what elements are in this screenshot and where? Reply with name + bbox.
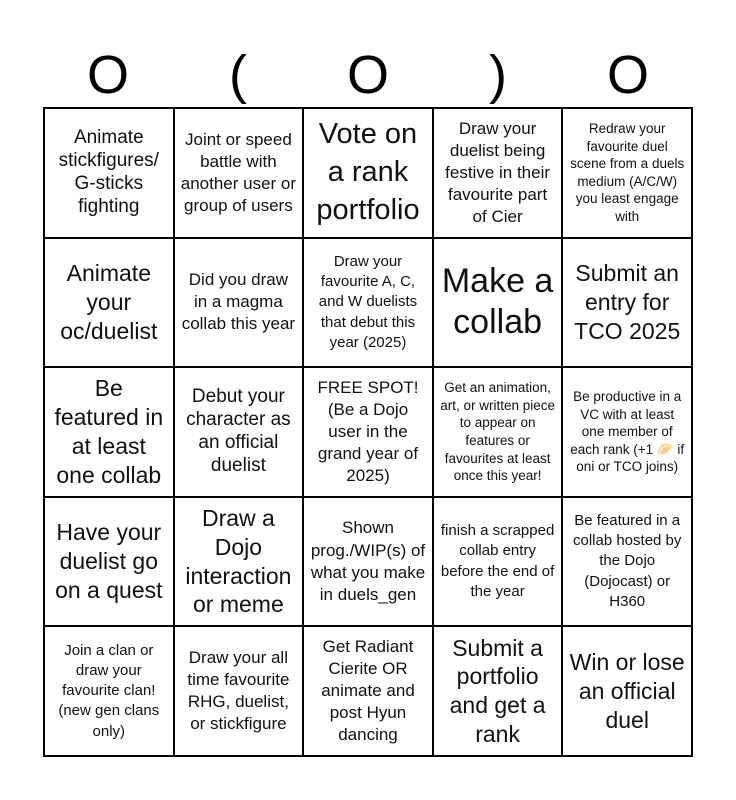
bingo-cell-r5c5[interactable]	[562, 626, 692, 756]
bingo-cell-r3c5[interactable]	[562, 367, 692, 497]
bingo-header	[43, 44, 693, 106]
cell-text: Joint or speed battle with another user or group of users	[180, 129, 297, 215]
bingo-cell-r3c2[interactable]	[174, 367, 304, 497]
header-letter-4: )	[489, 45, 507, 105]
bingo-cell-r5c1[interactable]	[44, 626, 174, 756]
bingo-cell-r3c1[interactable]	[44, 367, 174, 497]
bingo-cell-r4c2[interactable]	[174, 497, 304, 627]
cell-text: Make a collab	[441, 261, 554, 342]
bingo-cell-r1c5[interactable]	[562, 108, 692, 238]
bingo-cell-r2c5[interactable]	[562, 238, 692, 368]
cell-text: Draw your all time favourite RHG, duelist, or stickfigure	[187, 648, 290, 734]
header-letter-3: O	[346, 45, 389, 105]
header-letter-5: O	[606, 45, 649, 105]
cell-text: Did you draw in a magma collab this year	[181, 270, 296, 334]
header-letter-2: (	[229, 45, 247, 105]
cell-text: Draw your favourite A, C, and W duelists that debut this year (2025)	[318, 252, 418, 351]
bingo-cell-r2c2[interactable]	[174, 238, 304, 368]
bingo-cell-r2c1[interactable]	[44, 238, 174, 368]
cell-text: Submit a portfolio and get a rank	[449, 634, 546, 747]
cell-text: Win or lose an official duel	[569, 649, 685, 733]
bingo-cell-r5c3[interactable]	[303, 626, 433, 756]
cell-text: Vote on a rank portfolio	[316, 118, 420, 226]
bingo-cell-r4c3[interactable]	[303, 497, 433, 627]
bingo-grid	[43, 107, 693, 757]
bingo-cell-r4c5[interactable]	[562, 497, 692, 627]
cell-text: Draw your duelist being festive in their favourite part of Cier	[445, 118, 551, 226]
header-letter-1: O	[86, 45, 129, 105]
bingo-cell-r3c4[interactable]	[433, 367, 563, 497]
cell-text: FREE SPOT! (Be a Dojo user in the grand year of 2025)	[317, 377, 419, 486]
cell-text: Submit an entry for TCO 2025	[574, 260, 681, 344]
bingo-cell-r1c1[interactable]	[44, 108, 174, 238]
cell-text: Get Radiant Cierite OR animate and post Hyun dancing	[321, 636, 415, 745]
cell-text: Shown prog./WIP(s) of what you make in duels_gen	[310, 518, 426, 604]
bingo-cell-r2c3[interactable]	[303, 238, 433, 368]
cell-text: Be featured in at least one collab	[54, 375, 164, 488]
bingo-cell-r4c1[interactable]	[44, 497, 174, 627]
cell-text: Join a clan or draw your favourite clan! (new gen clans only)	[58, 641, 160, 740]
bingo-cell-r3c3[interactable]	[303, 367, 433, 497]
bingo-cell-r5c4[interactable]	[433, 626, 563, 756]
cell-text: Be featured in a collab hosted by the Dojo (Dojocast) or H360	[572, 511, 682, 610]
bingo-cell-r5c2[interactable]	[174, 626, 304, 756]
cell-text: Animate stickfigures/ G-sticks fighting	[58, 127, 159, 217]
bingo-cell-r1c2[interactable]	[174, 108, 304, 238]
cell-text: finish a scrapped collab entry before the end of the year	[440, 522, 555, 600]
bingo-cell-r1c3[interactable]	[303, 108, 433, 238]
cell-text: Draw a Dojo interaction or meme	[185, 505, 292, 618]
cell-text: Have your duelist go on a quest	[55, 519, 163, 603]
bingo-cell-r1c4[interactable]	[433, 108, 563, 238]
cell-text: Be productive in a VC with at least one member of each rank (+1 🥟 if oni or TCO joins)	[570, 389, 685, 475]
cell-text: Redraw your favourite duel scene from a duels medium (A/C/W) you least engage with	[570, 121, 685, 224]
cell-text: Get an animation, art, or written piece to appear on features or favourites at least once this year!	[440, 380, 555, 484]
cell-text: Debut your character as an official duelist	[186, 386, 291, 476]
cell-text: Animate your oc/duelist	[60, 260, 158, 344]
bingo-cell-r4c4[interactable]	[433, 497, 563, 627]
bingo-cell-r2c4[interactable]	[433, 238, 563, 368]
